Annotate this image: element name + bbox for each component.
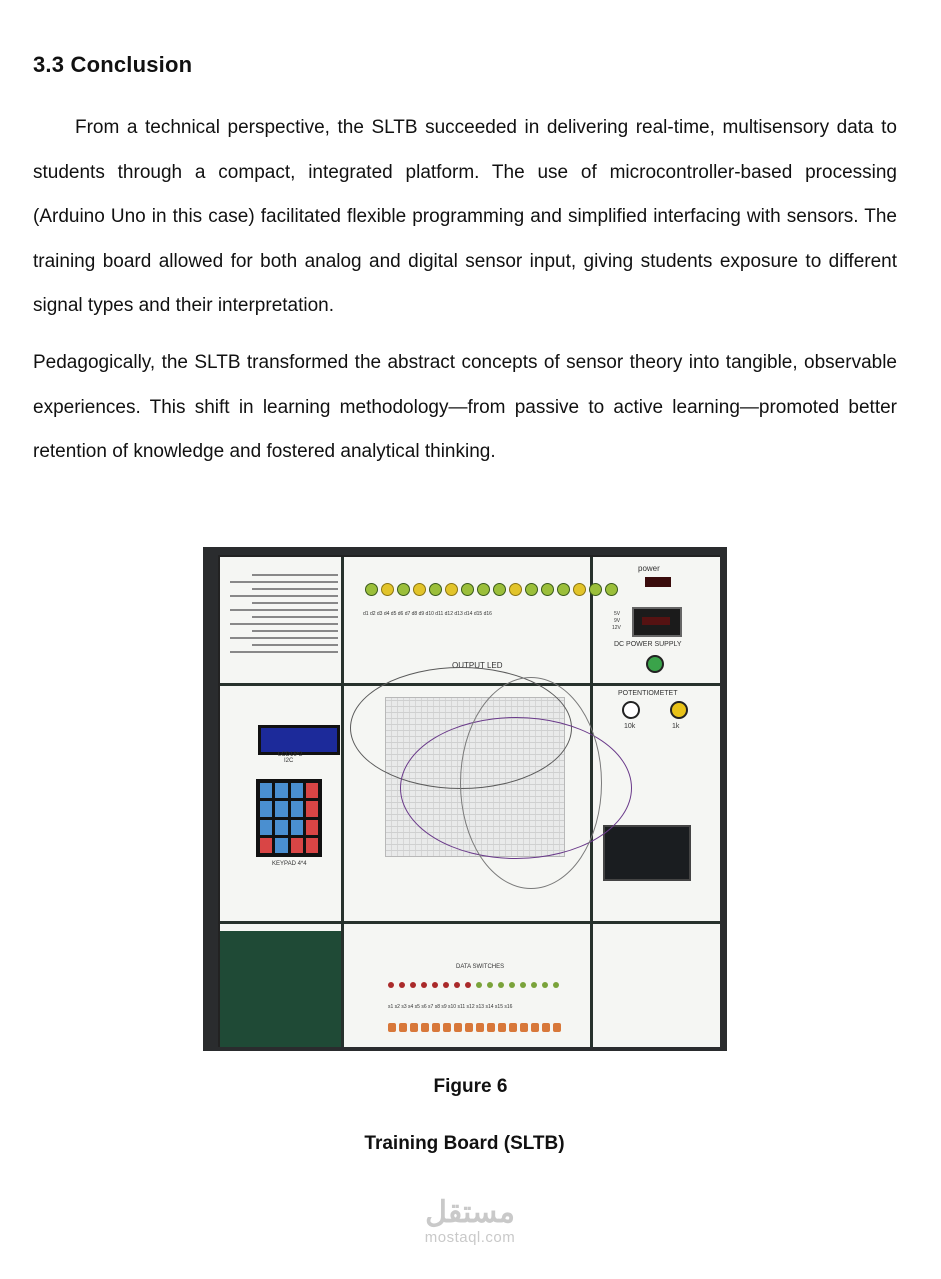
dc-power-supply-label: DC POWER SUPPLY bbox=[614, 641, 682, 648]
lcd-label: LCD16*2 bbox=[278, 752, 303, 758]
figure-number: Figure 6 bbox=[433, 1076, 508, 1097]
section-heading: 3.3 Conclusion bbox=[33, 52, 193, 77]
figure-caption: Training Board (SLTB) bbox=[364, 1133, 565, 1154]
paragraph-pedagogical: Pedagogically, the SLTB transformed the abstract concepts of sensor theory into tangible, observable experiences. This shift in learning methodology—from passive to active learning—promoted better retention of knowledge and fostered analytical thinking. bbox=[33, 352, 897, 462]
data-switches-label: DATA SWITCHES bbox=[456, 964, 505, 970]
potentiometer-label: POTENTIOMETET bbox=[618, 690, 678, 697]
voltage-5v: 5V bbox=[614, 611, 621, 617]
jumper-wire bbox=[460, 677, 602, 889]
output-led-label: OUTPUT LED bbox=[452, 661, 503, 670]
voltage-9v: 9V bbox=[614, 618, 621, 624]
keypad-4x4 bbox=[256, 779, 322, 857]
lcd-display bbox=[258, 725, 340, 755]
data-switch-row bbox=[388, 1023, 561, 1032]
mostaql-watermark bbox=[380, 1196, 560, 1246]
watermark-url: mostaql.com bbox=[424, 1229, 516, 1246]
board-divider bbox=[341, 557, 344, 1047]
led-index-label: d1 d2 d3 d4 d5 d6 d7 d8 d9 d10 d11 d12 d13 d14 d15 d16 bbox=[363, 611, 492, 617]
voltmeter-display bbox=[632, 607, 682, 637]
watermark-logo: مستقل bbox=[425, 1196, 515, 1229]
switch-led-row bbox=[388, 982, 559, 988]
output-led-row bbox=[365, 583, 618, 596]
arabic-credits-block bbox=[230, 569, 338, 658]
keypad-label: KEYPAD 4*4 bbox=[272, 861, 307, 867]
pot-10k-label: 10k bbox=[624, 723, 636, 730]
training-board-photo bbox=[203, 547, 727, 1051]
green-panel bbox=[220, 931, 341, 1047]
power-switch-knob bbox=[646, 655, 664, 673]
potentiometer-1k-knob bbox=[670, 701, 688, 719]
voltage-12v: 12V bbox=[612, 625, 621, 631]
lcd-bus-label: I2C bbox=[284, 758, 294, 764]
arduino-uno-board bbox=[603, 825, 691, 881]
pot-1k-label: 1k bbox=[672, 723, 680, 730]
board-surface bbox=[218, 555, 720, 1047]
paragraph-technical: From a technical perspective, the SLTB succeeded in delivering real-time, multisensory data to students through a compact, integrated platform. The use of microcontroller-based processing (Arduino Uno in this case) facilitated flexible programming and simplified interfacing with sensors. The training board allowed for both analog and digital sensor input, giving students exposure to different signal types and their interpretation. bbox=[33, 117, 897, 316]
power-label: power bbox=[638, 564, 660, 573]
power-indicator bbox=[645, 577, 671, 587]
potentiometer-10k-knob bbox=[622, 701, 640, 719]
switch-index-label: s1 s2 s3 s4 s5 s6 s7 s8 s9 s10 s11 s12 s13 s14 s15 s16 bbox=[388, 1004, 513, 1010]
board-divider bbox=[220, 921, 720, 924]
